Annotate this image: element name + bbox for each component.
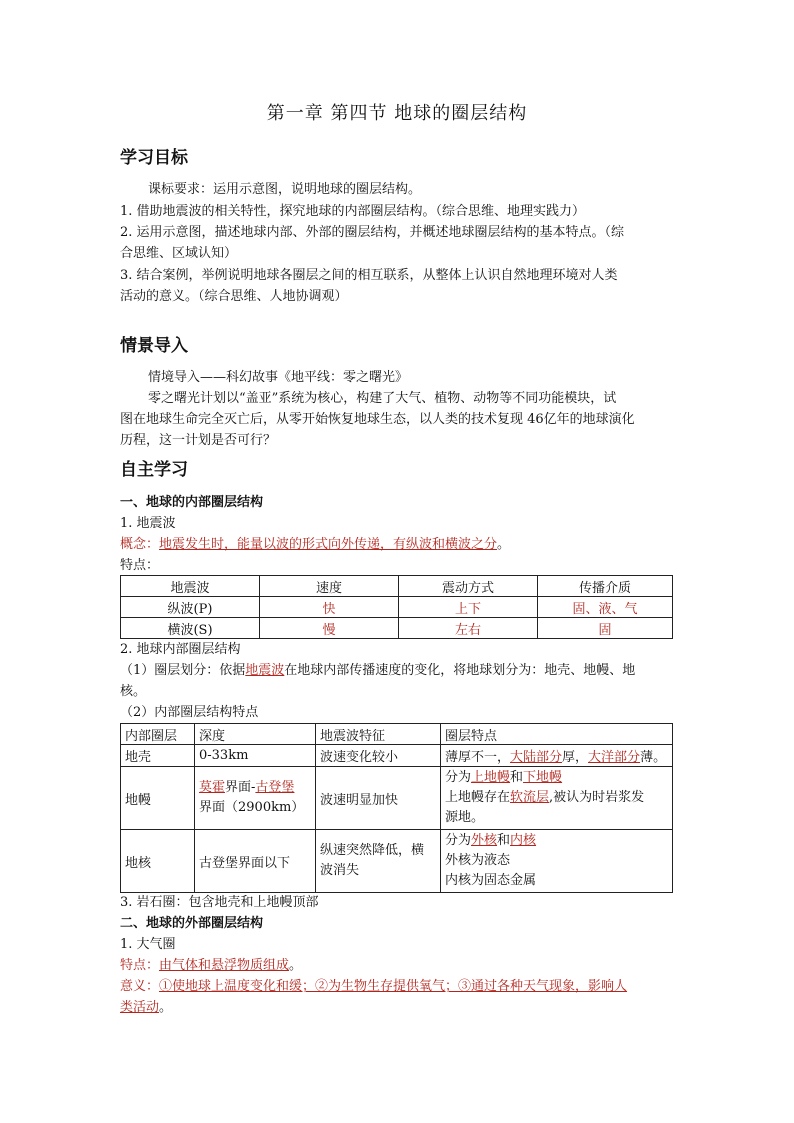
text: 薄。	[640, 750, 667, 765]
atm-feature-label: 特点：	[120, 958, 160, 973]
answer: 大陆部分	[510, 750, 563, 765]
intro-line-1: 情境导入——科幻故事《地平线：零之曙光》	[148, 370, 409, 385]
period: 。	[159, 1000, 173, 1015]
answer: 内核	[510, 833, 537, 848]
text: ,被认为时岩浆发	[549, 790, 645, 805]
text: 外核为液态	[445, 853, 511, 868]
core-wave	[316, 830, 441, 893]
text: 界面-	[225, 780, 256, 795]
answer: 上地幔	[471, 770, 511, 785]
mantle-features	[441, 767, 673, 830]
wave-cell: 横波(S)	[121, 618, 260, 639]
crust-name: 地壳	[121, 745, 195, 767]
text: 内核为固态金属	[445, 873, 537, 888]
wave-cell: 快	[260, 597, 399, 618]
layer-division-cont: 核。	[120, 684, 147, 699]
goal-item-3-cont: 活动的意义。（综合思维、人地协调观）	[120, 289, 348, 304]
atm-significance-answer-cont: 类活动	[120, 1000, 160, 1015]
text: 和	[510, 770, 524, 785]
concept-line	[120, 535, 510, 555]
atmosphere-significance-line	[120, 977, 627, 997]
text: 上地幔存在	[445, 790, 511, 805]
intro-line-4: 历程，这一计划是否可行？	[120, 433, 277, 448]
text: 厚，	[562, 750, 589, 765]
crust-wave: 波速变化较小	[316, 745, 441, 767]
layer-header-1: 深度	[195, 724, 316, 745]
mantle-depth	[195, 767, 316, 830]
goal-item-3: 3. 结合案例，举例说明地球各圈层之间的相互联系，从整体上认识自然地理环境对人类	[120, 268, 618, 283]
subsection-seismic-wave: 1. 地震波	[120, 516, 176, 531]
core-depth: 古登堡界面以下	[195, 830, 316, 893]
atmosphere-significance-cont	[120, 998, 172, 1018]
atm-significance-label: 意义：	[120, 979, 160, 994]
section-inner-structure: 一、地球的内部圈层结构	[120, 495, 264, 510]
heading-study: 自主学习	[120, 460, 188, 480]
subsection-atmosphere: 1. 大气圈	[120, 937, 176, 952]
mantle-wave: 波速明显加快	[316, 767, 441, 830]
wave-table	[120, 575, 673, 639]
intro-line-3: 图在地球生命完全灭亡后，从零开始恢复地球生态，以人类的技术复现 46亿年的地球演化	[120, 412, 635, 427]
division-text-a: （1）圈层划分：依据	[120, 663, 246, 678]
wave-cell: 慢	[260, 618, 399, 639]
text: 分为	[445, 833, 472, 848]
wave-cell: 纵波(P)	[121, 597, 260, 618]
goal-item-2-cont: 合思维、区域认知）	[120, 246, 238, 261]
goal-standard: 课标要求：运用示意图，说明地球的圈层结构。	[148, 182, 422, 197]
answer: 外核	[471, 833, 498, 848]
answer: 下地幔	[523, 770, 563, 785]
mantle-name: 地幔	[121, 767, 195, 830]
section-outer-structure: 二、地球的外部圈层结构	[120, 916, 264, 931]
text: 薄厚不一，	[445, 750, 511, 765]
division-answer: 地震波	[245, 663, 285, 678]
lithosphere-line: 3. 岩石圈：包含地壳和上地幔顶部	[120, 895, 319, 910]
wave-header-1: 速度	[260, 576, 399, 597]
text: 源地。	[445, 810, 485, 825]
crust-features	[441, 745, 673, 767]
text: 波消失	[320, 863, 360, 878]
heading-goals: 学习目标	[120, 148, 188, 168]
answer: 大洋部分	[588, 750, 641, 765]
wave-cell: 上下	[399, 597, 538, 618]
atmosphere-feature-line	[120, 956, 302, 976]
wave-cell: 固	[538, 618, 673, 639]
atm-feature-answer: 由气体和悬浮物质组成	[159, 958, 290, 973]
crust-depth: 0-33km	[195, 745, 316, 767]
core-name: 地核	[121, 830, 195, 893]
layer-division-line	[120, 661, 635, 681]
text: 分为	[445, 770, 472, 785]
wave-header-2: 震动方式	[399, 576, 538, 597]
layer-header-3: 圈层特点	[441, 724, 673, 745]
answer: 古登堡	[255, 780, 295, 795]
layer-header-0: 内部圈层	[121, 724, 195, 745]
answer: 莫霍	[199, 780, 226, 795]
subsection-inner-layers: 2. 地球内部圈层结构	[120, 642, 241, 657]
concept-answer: 地震发生时，能量以波的形式向外传递，有纵波和横波之分	[159, 537, 498, 552]
heading-intro: 情景导入	[120, 336, 188, 356]
layer-table	[120, 723, 673, 893]
goal-item-2: 2. 运用示意图，描述地球内部、外部的圈层结构，并概述地球圈层结构的基本特点。（综	[120, 225, 625, 240]
text: 纵速突然降低，横	[320, 843, 425, 858]
atm-significance-answer: ①使地球上温度变化和缓；②为生物生存提供氧气；③通过各种天气现象，影响人	[159, 979, 628, 994]
subsection-layer-features: （2）内部圈层结构特点	[120, 705, 259, 720]
division-text-c: 在地球内部传播速度的变化，将地球划分为：地壳、地幔、地	[284, 663, 636, 678]
layer-header-2: 地震波特征	[316, 724, 441, 745]
period: 。	[289, 958, 303, 973]
wave-cell: 固、液、气	[538, 597, 673, 618]
concept-period: 。	[497, 537, 511, 552]
core-features	[441, 830, 673, 893]
goal-item-1: 1. 借助地震波的相关特性，探究地球的内部圈层结构。（综合思维、地理实践力）	[120, 204, 586, 219]
page-title: 第一章 第四节 地球的圈层结构	[266, 103, 528, 124]
concept-label: 概念：	[120, 537, 160, 552]
intro-line-2: 零之曙光计划以“盖亚”系统为核心，构建了大气、植物、动物等不同功能模块，试	[148, 391, 617, 406]
text: 和	[497, 833, 511, 848]
wave-header-3: 传播介质	[538, 576, 673, 597]
text: 界面（2900km）	[199, 800, 305, 815]
feature-label: 特点：	[120, 558, 160, 573]
wave-cell: 左右	[399, 618, 538, 639]
answer: 软流层	[510, 790, 550, 805]
wave-header-0: 地震波	[121, 576, 260, 597]
